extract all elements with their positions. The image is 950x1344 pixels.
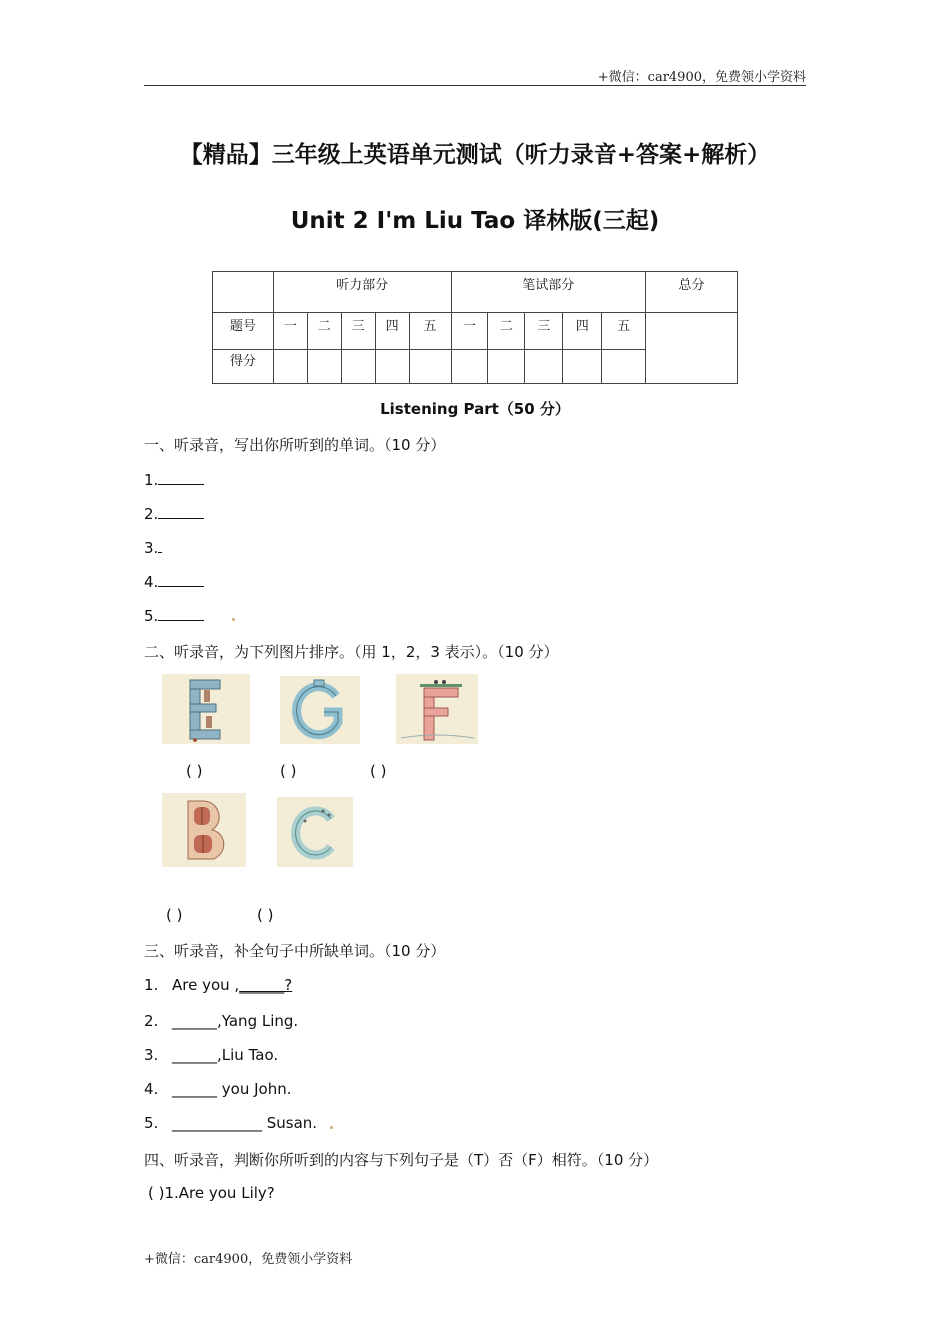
footer-watermark: +微信：car4900，免费领小学资料 [144,1252,353,1267]
stray-dot [232,618,235,621]
section4-title: 四、听录音，判断你所听到的内容与下列句子是（T）否（F）相符。（10 分） [144,1151,659,1169]
listening-header: 听力部分 [273,272,451,313]
answer-paren[interactable]: ( ) [166,906,183,924]
total-header: 总分 [646,272,738,313]
answer-paren[interactable]: ( ) [186,762,203,780]
number-row-label: 题号 [213,313,274,350]
letter-f-picture [396,674,478,744]
item-number: 1. [144,976,159,994]
answer-blank[interactable] [158,606,204,621]
item-text: Are you , [172,976,240,994]
page-title: 【精品】三年级上英语单元测试（听力录音+答案+解析） [179,142,771,168]
listening-col: 四 [375,313,409,350]
answer-blank[interactable] [158,572,204,587]
item-number: 3. [144,1046,159,1064]
listening-part-title: Listening Part（50 分） [380,400,570,418]
score-cell[interactable] [307,350,341,384]
section1-item [144,606,204,625]
section3-item [144,1012,298,1030]
item-number: 4. [144,1080,159,1098]
score-cell[interactable] [341,350,375,384]
section3-title: 三、听录音，补全句子中所缺单词。（10 分） [144,942,446,960]
item-text: you John. [217,1080,292,1098]
item-number: 5. [144,607,159,625]
score-cell[interactable] [375,350,409,384]
answer-paren[interactable]: ( ) [280,762,297,780]
section1-title: 一、听录音，写出你所听到的单词。（10 分） [144,436,446,454]
score-cell[interactable] [525,350,563,384]
item-text: ,Yang Ling. [217,1012,299,1030]
header-watermark: +微信：car4900，免费领小学资料 [597,70,806,85]
listening-col: 一 [273,313,307,350]
answer-blank[interactable] [158,538,162,553]
letter-c-picture [277,797,353,867]
written-col: 一 [451,313,488,350]
written-col: 三 [525,313,563,350]
answer-blank[interactable]: ______ [172,1046,217,1064]
page-subtitle: Unit 2 I'm Liu Tao 译林版(三起) [290,208,660,234]
section1-item [144,572,204,591]
section3-item [144,1046,278,1064]
section1-item [144,538,162,557]
score-cell[interactable] [488,350,525,384]
item-number: 1. [144,471,159,489]
section3-item [144,1080,291,1098]
letter-e-picture [162,674,250,744]
score-cell[interactable] [273,350,307,384]
score-cell[interactable] [409,350,451,384]
answer-blank[interactable] [158,470,204,485]
item-number: 2. [144,505,159,523]
answer-blank[interactable]: ______? [239,976,293,994]
written-header: 笔试部分 [451,272,646,313]
section2-title: 二、听录音，为下列图片排序。（用 1，2，3 表示）。（10 分） [144,643,559,661]
score-table [212,271,738,384]
section3-item [144,1114,317,1132]
answer-blank[interactable]: ____________ [172,1114,262,1132]
letter-b-picture [162,793,246,867]
score-row-label: 得分 [213,350,274,384]
answer-blank[interactable] [158,504,204,519]
listening-col: 二 [307,313,341,350]
section1-item [144,504,204,523]
header-rule [144,85,806,86]
written-col: 四 [563,313,602,350]
listening-col: 三 [341,313,375,350]
section3-item [144,976,292,994]
item-number: 4. [144,573,159,591]
item-text: Susan. [262,1114,318,1132]
item-number: 3. [144,539,159,557]
item-number: 2. [144,1012,159,1030]
score-cell[interactable] [602,350,646,384]
item-text: ,Liu Tao. [217,1046,279,1064]
answer-blank[interactable]: ______ [172,1080,217,1098]
score-table-corner [213,272,274,313]
score-cell[interactable] [451,350,488,384]
answer-paren[interactable]: ( ) [257,906,274,924]
answer-blank[interactable]: ______ [172,1012,217,1030]
item-number: 5. [144,1114,159,1132]
written-col: 五 [602,313,646,350]
section4-item: ( )1.Are you Lily? [148,1184,275,1202]
answer-paren[interactable]: ( ) [370,762,387,780]
stray-dot [330,1126,333,1129]
total-score-cell[interactable] [646,313,738,384]
score-cell[interactable] [563,350,602,384]
written-col: 二 [488,313,525,350]
section1-item [144,470,204,489]
letter-g-picture [280,676,360,744]
listening-col: 五 [409,313,451,350]
